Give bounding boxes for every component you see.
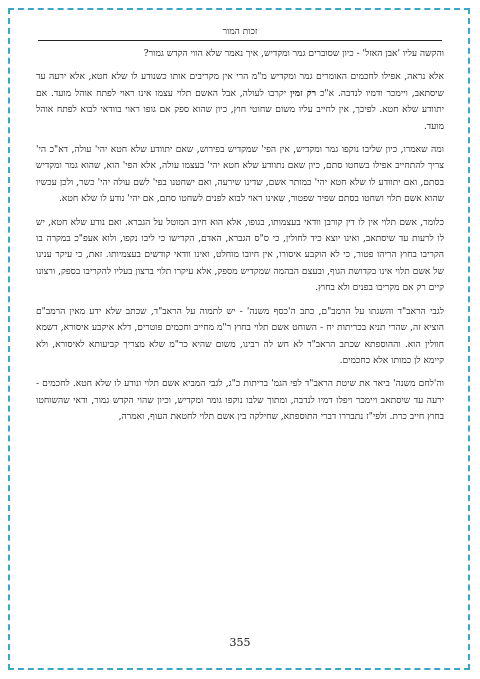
paragraph bbox=[36, 215, 444, 297]
header-title: זכות המור bbox=[222, 27, 258, 37]
paragraph-text: יקרבו לעולה, אבל האשם תלוי עצמו אינו ראוי לפתח אוהל מועד. אם יתוודע שלא חטא. לפיכך, אין לחייב עליו משום שחוטי חוץ, כיון שהוא ספק אם גופו ראוי בוודאי לבוא לפתח אוהל מועד. bbox=[36, 88, 444, 132]
paragraph-text: וה'לחם משנה' ביאר את שיטת הראב"ד לפי הגמ' בריתות כ"ג, לגבי המביא אשם תלוי ונודע לו שלא חטא. לחכמים - ירעה עד שיסתאב ויימכר ויפלו דמיו לנדבה, ומתוך שלבו נוקפו גומר ומקדיש, וכיון שהוי הקדש גמור, ודאי שהשוחטו בחוץ חייב כרת. ולפי"ז נתבררו דברי התוספתא, שחילקה בין אשם תלוי לחטאת העוף, ואמרה, bbox=[36, 379, 444, 423]
running-header bbox=[38, 26, 442, 41]
paragraph bbox=[36, 69, 444, 135]
page-number: 355 bbox=[229, 636, 251, 649]
paragraph-text: והקשה עליו 'אבן האזל' - כיון שסוברים גמר ומקדיש, איך נאמר שלא הווי הקדש גמור? bbox=[143, 49, 444, 59]
page-body bbox=[36, 46, 444, 631]
paragraph-text: אלא נראה, אפילו לחכמים האומרים גמר ומקדיש מ"מ הרי אין מקריבים אותו כשנודע לו שלא חטא, אלא ירעה עד שיסתאב, ויימכר ודמיו לנדבה. א"כ bbox=[36, 72, 444, 99]
emphasized-text: רק זמין bbox=[290, 87, 317, 99]
paragraph-text: ומה שאמרו, כיון שליבו נוקפו גמר ומקדיש, אין הפי' שמקדיש בפירוש, שאם יתוודע שלא חטא יהי' עולה, דא"כ הי' צריך להתחייב אפילו בשחטו סתם, כיון שאם נתוודע שלא חטא יהי' בעצמו עולה, אלא הפי' הוא, שהוא גמר ומקדיש בסתם, ואם יתוודע לו שלא חטא יהי' כמותר אשם, שדינו שירעה, ואם ישחטנו בפי' לשם עולה יהי' כשר, ולכן עכשיו שהוא אשם תלוי ושחטו בסתם שפיר שפטור, שאינו ראוי לבוא לפנים לשחטו סתם, אם יהי' נודע לו שלא חטא. bbox=[36, 145, 444, 205]
paragraph-text: כלומר, אשם תלוי אין לו דין קורבן וודאי בעצמותו, בגופו, אלא הוא חיוב המוטל על הגברא. ואם נודע שלא חטא, יש לו לרעות עד שיסתאב, ואינו יוצא כיד לחולין, כי ס"ס הגברא, האדם, הקדישו כי ליבו נקפו, ולוא אעפ"כ במקרה בו הקריבו בחוץ הריהו פטור, כי לא הוקבע איסורו, אין חיובו מוחלט, ואינו וודאי קודשים בעצמיותו. זאת, כי עיקר ענינו של אשם תלוי אינו בקדושת הגוף, ובעצם הבהמה שמקדיש מספק, אלא עיקרו תלוי ברצון בעליו להקריבו בספק, ורצונו קיים רק אם מקריבו בפנים ולא בחוץ. bbox=[36, 217, 444, 294]
paragraph bbox=[36, 304, 444, 370]
paragraph-text: לגבי הראב"ד והשגתו על הרמב"ם, כתב ה'כסף משנה' - יש לתמוה על הראב"ד, שכתב שלא ידע מאין הרמב"ם הוציא זה, שהרי תניא בכריתות יח - השוחט אשם תלוי בחוץ ר"מ מחייב וחכמים פוטרים, דלא איקבע איסורא, דשמא חוולין הוא. וההוספתא שכתב הראב"ד לא חש לה רבינו, משום שהיא כר"מ שלא מצריך קביעותא לאיסורא, ולא קיימא לן כמותו אלא כחכמים. bbox=[36, 306, 444, 366]
paragraph bbox=[36, 46, 444, 62]
paragraph bbox=[36, 376, 444, 425]
paragraph bbox=[36, 142, 444, 208]
